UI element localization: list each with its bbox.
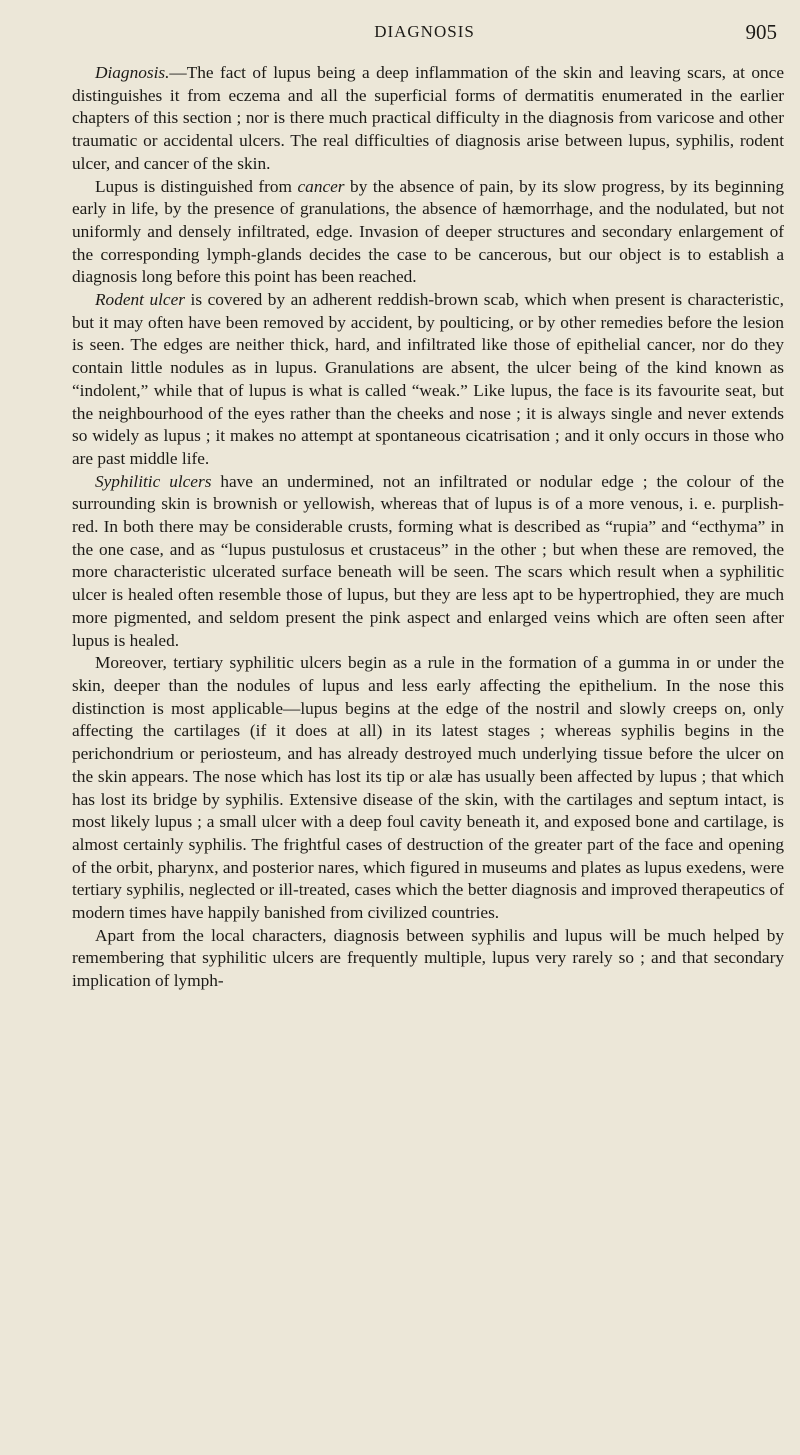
paragraph-lead: Syphilitic ulcers: [95, 471, 212, 491]
page-number: 905: [745, 20, 777, 44]
paragraph-text: —The fact of lupus being a deep inflammation of the skin and leaving scars, at once distinguishes it from eczema and all the superficial forms of dermatitis enumerated in the earlier chapters of this section ; nor is there much practical difficulty in the diagnosis from varicose and other traumatic or accidental ulcers. The real difficulties of diagnosis arise between lupus, syphilis, rodent ulcer, and cancer of the skin.: [72, 63, 784, 173]
paragraph-text: have an undermined, not an infiltrated or nodular edge ; the colour of the surrounding skin is brownish or yellowish, whereas that of lupus is of a more venous, i. e. purplish-red. In both there may be considerable crusts, forming what is described as “rupia” and “ecthyma” in the one case, and as “lupus pustulosus et crustaceus” in the other ; but when these are removed, the more characteristic ulcerated surface beneath will be seen. The scars which result when a syphilitic ulcer is healed often resemble those of lupus, but they are less apt to be hypertrophied, they are much more pigmented, and seldom present the pink aspect and enlarged veins which are often seen after lupus is healed.: [72, 471, 784, 650]
paragraph-diagnosis: [72, 62, 784, 176]
paragraph-text: Moreover, tertiary syphilitic ulcers begin as a rule in the formation of a gumma in or under the skin, deeper than the nodules of lupus and less early affecting the epithelium. In the nose this distinction is most applicable—lupus begins at the edge of the nostril and slowly creeps on, only affecting the cartilages (if it does at all) in its latest stages ; whereas syphilis begins in the perichondrium or periosteum, and has already destroyed much underlying tissue before the ulcer on the skin appears. The nose which has lost its tip or alæ has usually been affected by lupus ; that which has lost its bridge by syphilis. Extensive disease of the skin, with the cartilages and septum intact, is most likely lupus ; a small ulcer with a deep foul cavity beneath it, and exposed bone and cartilage, is almost certainly syphilis. The frightful cases of destruction of the greater part of the face and opening of the orbit, pharynx, and posterior nares, which figured in museums and plates as lupus exedens, were tertiary syphilis, neglected or ill-treated, cases which the better diagnosis and improved therapeutics of modern times have happily banished from civilized countries.: [72, 653, 784, 923]
paragraph-lead: Diagnosis.: [95, 63, 170, 82]
paragraph-local-characters: [72, 925, 784, 993]
running-title: DIAGNOSIS: [374, 22, 475, 41]
paragraph-syphilitic-ulcers: [72, 471, 784, 653]
paragraph-text: by the absence of pain, by its slow progress, by its beginning early in life, by the presence of granulations, the absence of hæmorrhage, and the nodulated, but not uniformly and densely infiltrated, edge. Invasion of deeper structures and secondary enlargement of the corresponding lymph-glands decides the case to be cancerous, but our object is to establish a diagnosis long before this point has been reached.: [72, 176, 784, 287]
paragraph-emphasis: cancer: [297, 176, 345, 196]
running-head: [72, 20, 777, 46]
body-text: [72, 62, 784, 993]
paragraph-rodent-ulcer: [72, 289, 784, 471]
paragraph-text: Apart from the local characters, diagnosis between syphilis and lupus will be much helped by remembering that syphilitic ulcers are frequently multiple, lupus very rarely so ; and that secondary implication of lymph-: [72, 925, 784, 991]
paragraph-lead: Rodent ulcer: [95, 290, 185, 310]
paragraph-text: is covered by an adherent reddish-brown scab, which when present is characteristic, but it may often have been removed by accident, by poulticing, or by other remedies before the lesion is seen. The edges are neither thick, hard, and infiltrated like those of epithelial cancer, nor do they contain little nodules as in lupus. Granulations are absent, the ulcer being of the kind known as “indolent,” while that of lupus is what is called “weak.” Like lupus, the face is its favourite seat, but the neighbourhood of the eyes rather than the cheeks and nose ; it is always single and never extends so widely as lupus ; it makes no attempt at spontaneous cicatrisation ; and it only occurs in those who are past middle life.: [72, 290, 785, 468]
paragraph-cancer: [72, 176, 784, 290]
paragraph-tertiary: [72, 652, 784, 924]
paragraph-text: Lupus is distinguished from: [95, 176, 298, 196]
